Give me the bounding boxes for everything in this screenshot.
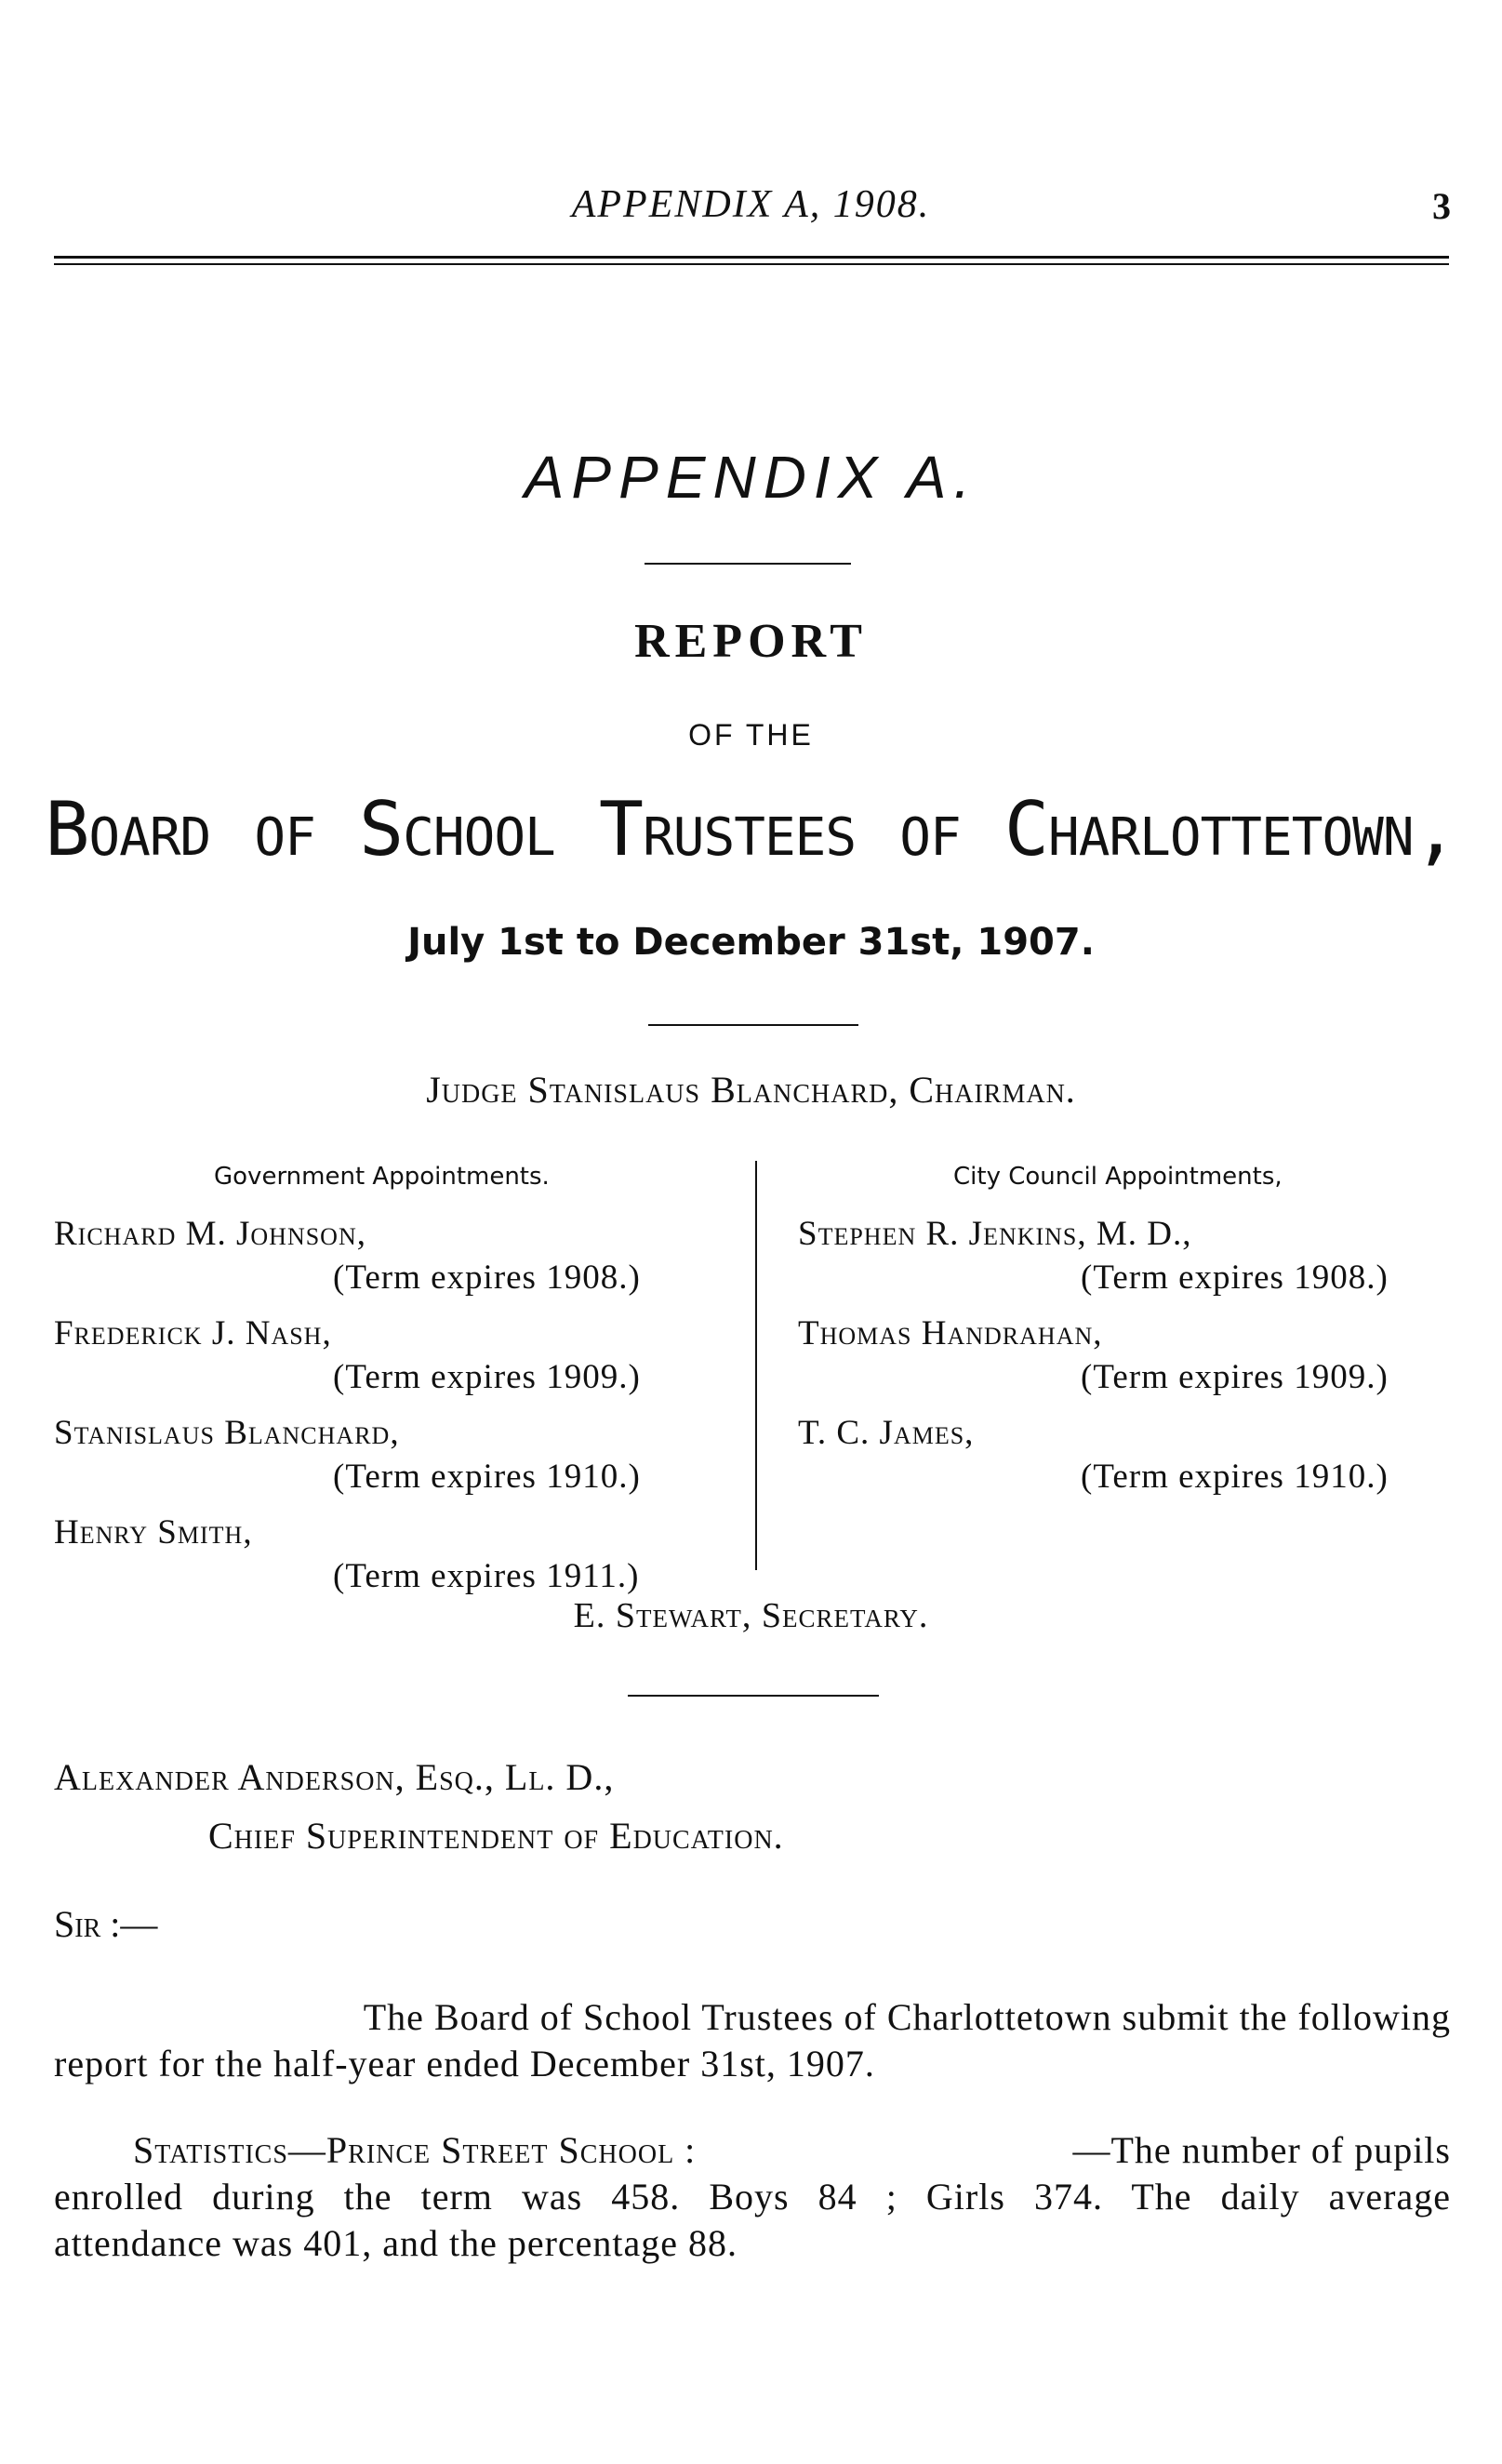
paragraph-line: report for the half-year ended December 31st, 1907. [54,2043,875,2084]
header-rule-bottom [54,263,1449,265]
report-heading: REPORT [634,615,868,668]
member-term: (Term expires 1909.) [1081,1358,1389,1396]
chairman-line: Judge Stanislaus Blanchard, Chairman. [426,1069,1076,1111]
member-term: (Term expires 1908.) [333,1259,641,1297]
member-term: (Term expires 1908.) [1081,1259,1389,1297]
page-number: 3 [1432,185,1451,227]
member-term: (Term expires 1909.) [333,1358,641,1396]
paragraph-line [133,2128,1451,2172]
board-title: Board of School Trustees of Charlottetown, [45,786,1457,872]
paragraph-line: enrolled during the term was 458. Boys 84 ; Girls 374. The daily average [54,2176,1451,2218]
appendix-title: APPENDIX A. [524,444,978,511]
member-name: Frederick J. Nash, [54,1314,332,1352]
paragraph-text: —The number of pupils [1072,2129,1451,2171]
member-name: Stanislaus Blanchard, [54,1414,400,1452]
header-rule-top [54,256,1449,259]
city-council-heading: City Council Appointments, [953,1163,1283,1191]
title-divider [645,563,851,565]
government-heading: Government Appointments. [214,1163,550,1191]
column-divider [755,1161,757,1570]
member-name: Richard M. Johnson, [54,1215,366,1253]
member-name: Stephen R. Jenkins, M. D., [798,1215,1192,1253]
date-range: July 1st to December 31st, 1907. [407,921,1095,964]
of-the-line: OF THE [688,718,814,752]
salutation: Sir :— [54,1903,158,1945]
statistics-heading: Statistics—Prince Street School : [133,2129,697,2171]
member-name: T. C. James, [798,1414,975,1452]
paragraph-line: attendance was 401, and the percentage 88. [54,2222,738,2264]
member-term: (Term expires 1910.) [333,1458,641,1496]
secretary-line: E. Stewart, Secretary. [573,1596,929,1635]
dates-divider [648,1024,858,1026]
member-term: (Term expires 1910.) [1081,1458,1389,1496]
addressee-name: Alexander Anderson, Esq., Ll. D., [54,1756,615,1798]
addressee-title: Chief Superintendent of Education. [208,1815,784,1857]
running-head: APPENDIX A, 1908. [571,183,931,226]
member-name: Henry Smith, [54,1513,253,1552]
member-name: Thomas Handrahan, [798,1314,1103,1352]
secretary-divider [628,1695,879,1697]
paragraph-line: The Board of School Trustees of Charlottetown submit the following [363,1996,1451,2038]
member-term: (Term expires 1911.) [333,1557,640,1595]
